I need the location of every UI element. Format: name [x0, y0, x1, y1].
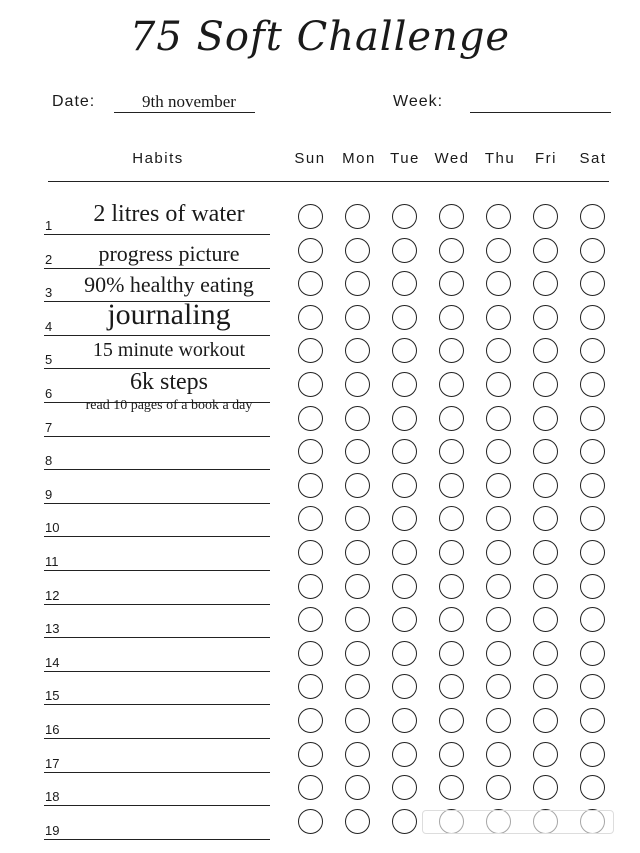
- checkbox-circle-mon[interactable]: [345, 238, 370, 263]
- checkbox-circle-wed[interactable]: [439, 607, 464, 632]
- habit-row: [0, 537, 640, 571]
- checkbox-circle-wed[interactable]: [439, 305, 464, 330]
- checkbox-circle-fri[interactable]: [533, 742, 558, 767]
- checkbox-circle-wed[interactable]: [439, 238, 464, 263]
- checkbox-circle-thu[interactable]: [486, 439, 511, 464]
- checkbox-circle-sat[interactable]: [580, 674, 605, 699]
- checkbox-circle-sat[interactable]: [580, 305, 605, 330]
- habit-text[interactable]: 2 litres of water: [93, 201, 245, 227]
- checkbox-circle-wed[interactable]: [439, 204, 464, 229]
- checkbox-circle-tue[interactable]: [392, 674, 417, 699]
- habit-row: [0, 571, 640, 605]
- day-header-fri: Fri: [535, 150, 557, 167]
- checkbox-circle-tue[interactable]: [392, 607, 417, 632]
- checkbox-circle-sat[interactable]: [580, 775, 605, 800]
- day-header-mon: Mon: [342, 150, 376, 167]
- checkbox-circle-sat[interactable]: [580, 338, 605, 363]
- checkbox-circle-thu[interactable]: [486, 473, 511, 498]
- checkbox-circle-tue[interactable]: [392, 271, 417, 296]
- checkbox-circle-wed[interactable]: [439, 271, 464, 296]
- checkbox-circle-mon[interactable]: [345, 742, 370, 767]
- checkbox-circle-mon[interactable]: [345, 809, 370, 834]
- checkbox-circle-sun[interactable]: [298, 372, 323, 397]
- checkbox-circle-thu[interactable]: [486, 708, 511, 733]
- checkbox-circle-sun[interactable]: [298, 338, 323, 363]
- checkbox-circle-sat[interactable]: [580, 271, 605, 296]
- habit-number: 3: [45, 285, 53, 301]
- checkbox-circle-mon[interactable]: [345, 473, 370, 498]
- checkbox-circle-mon[interactable]: [345, 708, 370, 733]
- checkbox-circle-tue[interactable]: [392, 238, 417, 263]
- habit-number: 8: [45, 453, 53, 469]
- habit-number: 19: [45, 822, 60, 838]
- week-underline: [470, 112, 611, 113]
- week-label: Week:: [393, 93, 444, 110]
- checkbox-circle-sun[interactable]: [298, 406, 323, 431]
- habit-number: 15: [45, 688, 60, 704]
- habit-row: [0, 503, 640, 537]
- checkbox-circle-tue[interactable]: [392, 338, 417, 363]
- habit-text[interactable]: 15 minute workout: [92, 339, 246, 362]
- checkbox-circle-sat[interactable]: [580, 607, 605, 632]
- page-title: 75 Soft Challenge: [129, 14, 511, 60]
- habit-row: [0, 436, 640, 470]
- checkbox-circle-wed[interactable]: [439, 742, 464, 767]
- checkbox-circle-sat[interactable]: [580, 506, 605, 531]
- checkbox-circle-sun[interactable]: [298, 473, 323, 498]
- checkbox-circle-tue[interactable]: [392, 742, 417, 767]
- checkbox-circle-sat[interactable]: [580, 238, 605, 263]
- habit-row: [0, 235, 640, 269]
- checkbox-circle-mon[interactable]: [345, 338, 370, 363]
- checkbox-circle-tue[interactable]: [392, 809, 417, 834]
- checkbox-circle-mon[interactable]: [345, 775, 370, 800]
- checkbox-circle-mon[interactable]: [345, 641, 370, 666]
- habit-row: [0, 638, 640, 672]
- checkbox-circle-tue[interactable]: [392, 406, 417, 431]
- checkbox-circle-sat[interactable]: [580, 742, 605, 767]
- checkbox-circle-tue[interactable]: [392, 204, 417, 229]
- habit-row: [0, 397, 640, 437]
- day-header-sat: Sat: [579, 150, 607, 167]
- habit-number: 2: [45, 251, 53, 267]
- checkbox-circle-sun[interactable]: [298, 439, 323, 464]
- habit-row: [0, 772, 640, 806]
- checkbox-circle-fri[interactable]: [533, 271, 558, 296]
- checkbox-circle-sun[interactable]: [298, 238, 323, 263]
- checkbox-circle-mon[interactable]: [345, 439, 370, 464]
- checkbox-circle-thu[interactable]: [486, 674, 511, 699]
- checkbox-circle-sat[interactable]: [580, 574, 605, 599]
- habit-text[interactable]: 90% healthy eating: [84, 272, 254, 298]
- checkbox-circle-fri[interactable]: [533, 305, 558, 330]
- habit-number: 11: [45, 554, 59, 569]
- checkbox-circle-mon[interactable]: [345, 607, 370, 632]
- habit-text[interactable]: 6k steps: [130, 369, 208, 395]
- checkbox-circle-mon[interactable]: [345, 506, 370, 531]
- checkbox-circle-mon[interactable]: [345, 305, 370, 330]
- habit-row: [0, 297, 640, 336]
- checkbox-circle-fri[interactable]: [533, 439, 558, 464]
- checkbox-circle-fri[interactable]: [533, 204, 558, 229]
- header-divider: [48, 181, 609, 182]
- checkbox-circle-fri[interactable]: [533, 607, 558, 632]
- checkbox-circle-wed[interactable]: [439, 372, 464, 397]
- checkbox-circle-wed[interactable]: [439, 506, 464, 531]
- checkbox-circle-fri[interactable]: [533, 775, 558, 800]
- checkbox-circle-sun[interactable]: [298, 809, 323, 834]
- checkbox-circle-thu[interactable]: [486, 271, 511, 296]
- checkbox-circle-wed[interactable]: [439, 439, 464, 464]
- checkbox-circle-sat[interactable]: [580, 406, 605, 431]
- checkbox-circle-fri[interactable]: [533, 506, 558, 531]
- habit-row: [0, 705, 640, 739]
- checkbox-circle-wed[interactable]: [439, 338, 464, 363]
- habit-text[interactable]: read 10 pages of a book a day: [85, 397, 253, 413]
- checkbox-circle-sat[interactable]: [580, 204, 605, 229]
- checkbox-circle-thu[interactable]: [486, 305, 511, 330]
- habit-text[interactable]: journaling: [107, 297, 231, 331]
- habit-number: 4: [45, 318, 53, 334]
- habit-number: 18: [45, 789, 60, 805]
- day-header-thu: Thu: [484, 150, 516, 167]
- checkbox-circle-thu[interactable]: [486, 540, 511, 565]
- checkbox-circle-fri[interactable]: [533, 574, 558, 599]
- checkbox-circle-thu[interactable]: [486, 372, 511, 397]
- checkbox-circle-sun[interactable]: [298, 540, 323, 565]
- checkbox-circle-mon[interactable]: [345, 204, 370, 229]
- checkbox-circle-mon[interactable]: [345, 674, 370, 699]
- habit-number: 1: [45, 218, 53, 233]
- checkbox-circle-fri[interactable]: [533, 473, 558, 498]
- checkbox-circle-sun[interactable]: [298, 607, 323, 632]
- checkbox-circle-sun[interactable]: [298, 674, 323, 699]
- checkbox-circle-tue[interactable]: [392, 305, 417, 330]
- checkbox-circle-mon[interactable]: [345, 574, 370, 599]
- checkbox-circle-fri[interactable]: [533, 372, 558, 397]
- day-header-wed: Wed: [434, 150, 470, 167]
- checkbox-circle-thu[interactable]: [486, 238, 511, 263]
- checkbox-circle-sun[interactable]: [298, 742, 323, 767]
- checkbox-circle-mon[interactable]: [345, 271, 370, 296]
- checkbox-circle-wed[interactable]: [439, 540, 464, 565]
- checkbox-circle-sun[interactable]: [298, 708, 323, 733]
- habit-number: 17: [45, 755, 60, 771]
- checkbox-circle-thu[interactable]: [486, 775, 511, 800]
- habit-number: 7: [45, 419, 53, 435]
- habit-number: 9: [45, 486, 53, 502]
- checkbox-circle-sat[interactable]: [580, 439, 605, 464]
- habit-row: [0, 201, 640, 235]
- habit-number: 10: [45, 520, 60, 536]
- checkbox-circle-tue[interactable]: [392, 439, 417, 464]
- habit-underline: [44, 839, 270, 840]
- checkbox-circle-sat[interactable]: [580, 708, 605, 733]
- habit-number: 12: [45, 587, 60, 603]
- checkbox-circle-sun[interactable]: [298, 305, 323, 330]
- habit-number: 16: [45, 722, 60, 737]
- checkbox-circle-mon[interactable]: [345, 406, 370, 431]
- checkbox-circle-thu[interactable]: [486, 641, 511, 666]
- checkbox-circle-wed[interactable]: [439, 473, 464, 498]
- checkbox-circle-thu[interactable]: [486, 506, 511, 531]
- checkbox-circle-wed[interactable]: [439, 406, 464, 431]
- checkbox-circle-sun[interactable]: [298, 271, 323, 296]
- habit-row: [0, 335, 640, 369]
- checkbox-circle-fri[interactable]: [533, 406, 558, 431]
- checkbox-circle-fri[interactable]: [533, 238, 558, 263]
- habit-row: [0, 470, 640, 504]
- habit-number: 14: [45, 654, 60, 670]
- checkbox-circle-sun[interactable]: [298, 204, 323, 229]
- checkbox-circle-sun[interactable]: [298, 574, 323, 599]
- checkbox-circle-sat[interactable]: [580, 641, 605, 666]
- date-underline: [114, 112, 255, 113]
- checkbox-circle-thu[interactable]: [486, 204, 511, 229]
- checkbox-circle-wed[interactable]: [439, 641, 464, 666]
- date-value[interactable]: 9th november: [142, 92, 236, 111]
- checkbox-circle-sun[interactable]: [298, 641, 323, 666]
- checkbox-circle-thu[interactable]: [486, 406, 511, 431]
- checkbox-circle-thu[interactable]: [486, 742, 511, 767]
- checkbox-circle-sat[interactable]: [580, 473, 605, 498]
- checkbox-circle-tue[interactable]: [392, 708, 417, 733]
- date-label: Date:: [52, 93, 96, 110]
- checkbox-circle-fri[interactable]: [533, 540, 558, 565]
- checkbox-circle-wed[interactable]: [439, 674, 464, 699]
- checkbox-circle-fri[interactable]: [533, 338, 558, 363]
- day-header-tue: Tue: [390, 150, 420, 167]
- checkbox-circle-tue[interactable]: [392, 641, 417, 666]
- habit-text[interactable]: progress picture: [98, 240, 240, 266]
- checkbox-circle-thu[interactable]: [486, 338, 511, 363]
- checkbox-circle-sun[interactable]: [298, 506, 323, 531]
- checkbox-circle-tue[interactable]: [392, 775, 417, 800]
- checkbox-circle-thu[interactable]: [486, 574, 511, 599]
- habit-number: 6: [45, 386, 53, 401]
- checkbox-circle-wed[interactable]: [439, 775, 464, 800]
- habit-row: [0, 604, 640, 638]
- checkbox-circle-fri[interactable]: [533, 674, 558, 699]
- checkbox-circle-tue[interactable]: [392, 372, 417, 397]
- checkbox-circle-sat[interactable]: [580, 540, 605, 565]
- checkbox-circle-tue[interactable]: [392, 473, 417, 498]
- checkbox-circle-tue[interactable]: [392, 574, 417, 599]
- checkbox-circle-mon[interactable]: [345, 372, 370, 397]
- checkbox-circle-wed[interactable]: [439, 708, 464, 733]
- checkbox-circle-sat[interactable]: [580, 372, 605, 397]
- habits-header: Habits: [132, 150, 184, 167]
- checkbox-circle-thu[interactable]: [486, 607, 511, 632]
- watermark: [422, 810, 614, 834]
- checkbox-circle-wed[interactable]: [439, 574, 464, 599]
- checkbox-circle-fri[interactable]: [533, 641, 558, 666]
- habit-row: [0, 739, 640, 773]
- checkbox-circle-tue[interactable]: [392, 540, 417, 565]
- habit-row: [0, 671, 640, 705]
- habit-number: 5: [45, 352, 53, 368]
- checkbox-circle-fri[interactable]: [533, 708, 558, 733]
- habit-number: 13: [45, 621, 60, 637]
- checkbox-circle-mon[interactable]: [345, 540, 370, 565]
- checkbox-circle-sun[interactable]: [298, 775, 323, 800]
- day-header-sun: Sun: [294, 150, 326, 167]
- checkbox-circle-tue[interactable]: [392, 506, 417, 531]
